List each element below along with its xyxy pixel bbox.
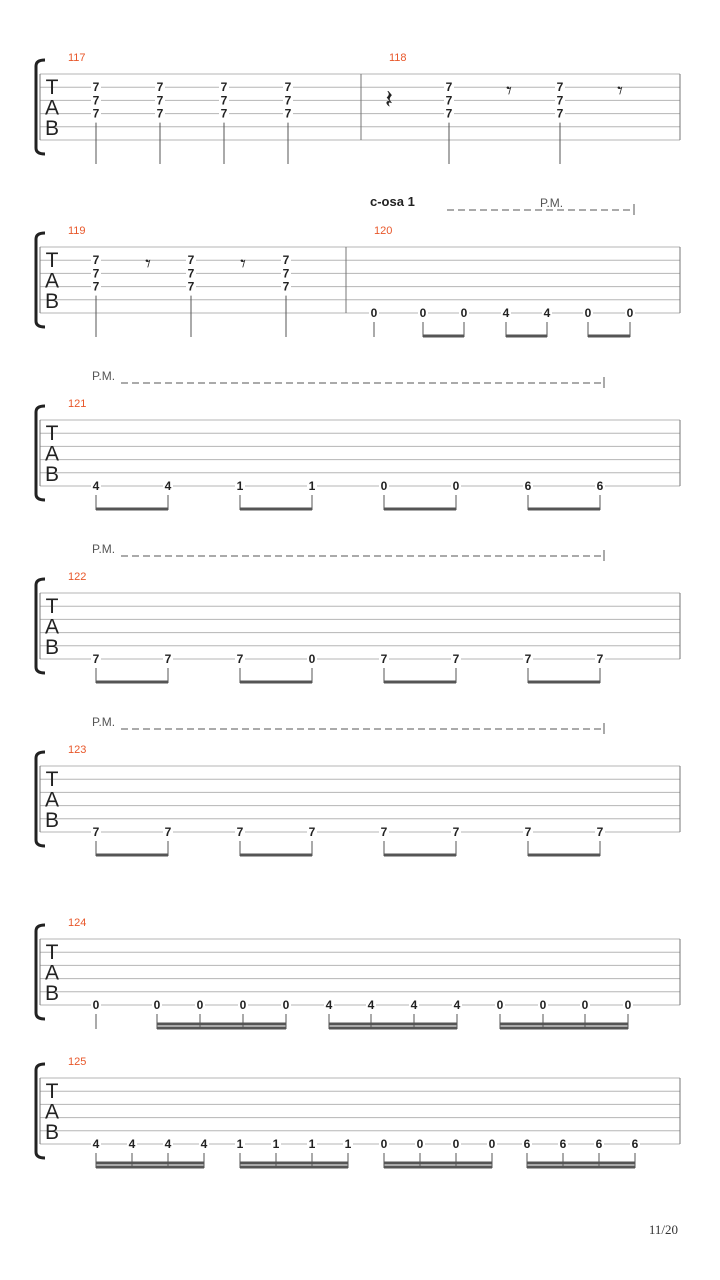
beam (96, 854, 168, 857)
measure-number: 124 (68, 917, 87, 929)
fret-number: 4 (128, 1137, 136, 1151)
beam (96, 1166, 204, 1169)
fret-number: 7 (524, 825, 532, 839)
fret-number: 0 (239, 998, 247, 1012)
fret-number: 7 (187, 266, 195, 281)
tab-clef-letter: T (45, 595, 59, 618)
palm-mute-label: P.M. (92, 369, 116, 383)
fret-number: 7 (92, 279, 100, 294)
beam (157, 1023, 286, 1026)
fret-number: 0 (419, 306, 427, 320)
fret-number: 4 (502, 306, 510, 320)
beam (384, 1162, 492, 1165)
section-label: c-osa 1 (370, 194, 415, 209)
fret-number: 4 (410, 998, 418, 1012)
tab-clef-letter: A (44, 442, 60, 466)
fret-number: 7 (92, 253, 100, 268)
tab-system (36, 369, 680, 511)
fret-number: 4 (164, 1137, 172, 1151)
tab-clef-letter: B (44, 462, 60, 486)
fret-number: 4 (325, 998, 333, 1012)
fret-number: 0 (626, 306, 634, 320)
eighth-rest: 𝄾 (506, 79, 512, 104)
fret-number: 4 (453, 998, 461, 1012)
beam (240, 508, 312, 511)
beam (240, 681, 312, 684)
measure-number: 123 (68, 744, 87, 756)
tab-clef-letter: A (44, 615, 60, 639)
tab-clef-letter: T (45, 249, 59, 272)
tab-system (36, 715, 680, 857)
fret-number: 7 (156, 80, 164, 95)
fret-number: 7 (556, 106, 564, 121)
beam (527, 1162, 635, 1165)
fret-number: 7 (282, 279, 290, 294)
fret-number: 7 (156, 93, 164, 108)
fret-number: 4 (92, 1137, 100, 1151)
fret-number: 0 (380, 1137, 388, 1151)
fret-number: 4 (92, 479, 100, 493)
fret-number: 0 (370, 306, 378, 320)
fret-number: 7 (284, 106, 292, 121)
fret-number: 7 (236, 652, 244, 666)
fret-number: 1 (272, 1137, 280, 1151)
beam (506, 335, 547, 338)
fret-number: 1 (308, 1137, 316, 1151)
fret-number: 6 (595, 1137, 603, 1151)
tab-clef-letter: B (44, 808, 60, 832)
beam (96, 681, 168, 684)
beam (528, 508, 600, 511)
beam (384, 508, 456, 511)
tab-clef-letter: A (44, 788, 60, 812)
fret-number: 0 (452, 479, 460, 493)
fret-number: 6 (631, 1137, 639, 1151)
fret-number: 7 (164, 652, 172, 666)
tab-clef-letter: T (45, 768, 59, 791)
fret-number: 0 (460, 306, 468, 320)
fret-number: 0 (153, 998, 161, 1012)
tab-clef-letter: B (44, 116, 60, 140)
fret-number: 6 (524, 479, 532, 493)
fret-number: 7 (380, 825, 388, 839)
fret-number: 0 (581, 998, 589, 1012)
fret-number: 1 (344, 1137, 352, 1151)
fret-number: 7 (445, 93, 453, 108)
fret-number: 4 (543, 306, 551, 320)
fret-number: 7 (92, 266, 100, 281)
tab-clef-letter: A (44, 96, 60, 120)
beam (240, 1162, 348, 1165)
fret-number: 7 (220, 80, 228, 95)
measure-number: 122 (68, 571, 87, 583)
tab-system (36, 917, 680, 1030)
fret-number: 7 (220, 93, 228, 108)
fret-number: 7 (164, 825, 172, 839)
fret-number: 7 (92, 652, 100, 666)
fret-number: 7 (92, 825, 100, 839)
tab-clef-letter: B (44, 1120, 60, 1144)
tab-clef-letter: A (44, 1100, 60, 1124)
fret-number: 7 (596, 825, 604, 839)
fret-number: 0 (452, 1137, 460, 1151)
tab-clef-letter: B (44, 635, 60, 659)
beam (588, 335, 630, 338)
tab-system (36, 1056, 680, 1169)
fret-number: 7 (284, 80, 292, 95)
beam (329, 1027, 457, 1030)
palm-mute-label: P.M. (92, 715, 116, 729)
fret-number: 7 (445, 106, 453, 121)
fret-number: 7 (156, 106, 164, 121)
tab-clef-letter: T (45, 76, 59, 99)
fret-number: 7 (92, 106, 100, 121)
fret-number: 1 (308, 479, 316, 493)
tab-clef-letter: B (44, 981, 60, 1005)
fret-number: 6 (523, 1137, 531, 1151)
beam (96, 508, 168, 511)
fret-number: 7 (596, 652, 604, 666)
fret-number: 0 (92, 998, 100, 1012)
fret-number: 0 (496, 998, 504, 1012)
beam (157, 1027, 286, 1030)
fret-number: 0 (196, 998, 204, 1012)
beam (500, 1023, 628, 1026)
measure-number: 125 (68, 1056, 87, 1068)
measure-number: 121 (68, 398, 87, 410)
fret-number: 7 (187, 253, 195, 268)
eighth-rest: 𝄾 (145, 252, 151, 277)
beam (423, 335, 464, 338)
fret-number: 7 (445, 80, 453, 95)
beam (528, 681, 600, 684)
measure-number: 117 (68, 52, 86, 64)
fret-number: 7 (282, 266, 290, 281)
tab-systems (36, 52, 680, 1169)
fret-number: 7 (282, 253, 290, 268)
fret-number: 7 (92, 93, 100, 108)
fret-number: 7 (380, 652, 388, 666)
fret-number: 7 (308, 825, 316, 839)
fret-number: 7 (220, 106, 228, 121)
tab-clef-letter: B (44, 289, 60, 313)
fret-number: 7 (92, 80, 100, 95)
fret-number: 0 (380, 479, 388, 493)
quarter-rest: 𝄽 (385, 85, 393, 115)
tab-system (36, 52, 680, 164)
fret-number: 0 (539, 998, 547, 1012)
page-number: 11/20 (648, 1222, 678, 1237)
beam (528, 854, 600, 857)
fret-number: 7 (524, 652, 532, 666)
fret-number: 7 (452, 652, 460, 666)
beam (384, 681, 456, 684)
tab-clef-letter: A (44, 961, 60, 985)
palm-mute-label: P.M. (540, 196, 564, 210)
fret-number: 0 (416, 1137, 424, 1151)
tab-system (36, 194, 680, 338)
fret-number: 7 (452, 825, 460, 839)
fret-number: 4 (164, 479, 172, 493)
beam (527, 1166, 635, 1169)
fret-number: 7 (556, 80, 564, 95)
fret-number: 1 (236, 1137, 244, 1151)
tab-clef-letter: T (45, 1080, 59, 1103)
fret-number: 6 (559, 1137, 567, 1151)
beam (240, 854, 312, 857)
beam (96, 1162, 204, 1165)
fret-number: 0 (584, 306, 592, 320)
fret-number: 0 (488, 1137, 496, 1151)
measure-number: 120 (374, 225, 393, 237)
tab-system (36, 542, 680, 684)
fret-number: 7 (236, 825, 244, 839)
beam (384, 854, 456, 857)
beam (329, 1023, 457, 1026)
eighth-rest: 𝄾 (617, 79, 623, 104)
eighth-rest: 𝄾 (240, 252, 246, 277)
tab-clef-letter: T (45, 941, 59, 964)
fret-number: 4 (367, 998, 375, 1012)
measure-number: 119 (68, 225, 86, 237)
beam (500, 1027, 628, 1030)
tab-clef-letter: A (44, 269, 60, 293)
tab-clef-letter: T (45, 422, 59, 445)
beam (384, 1166, 492, 1169)
palm-mute-label: P.M. (92, 542, 116, 556)
fret-number: 7 (556, 93, 564, 108)
measure-number: 118 (389, 52, 407, 64)
beam (240, 1166, 348, 1169)
fret-number: 7 (187, 279, 195, 294)
fret-number: 0 (282, 998, 290, 1012)
fret-number: 0 (308, 652, 316, 666)
fret-number: 1 (236, 479, 244, 493)
fret-number: 6 (596, 479, 604, 493)
fret-number: 7 (284, 93, 292, 108)
fret-number: 0 (624, 998, 632, 1012)
fret-number: 4 (200, 1137, 208, 1151)
